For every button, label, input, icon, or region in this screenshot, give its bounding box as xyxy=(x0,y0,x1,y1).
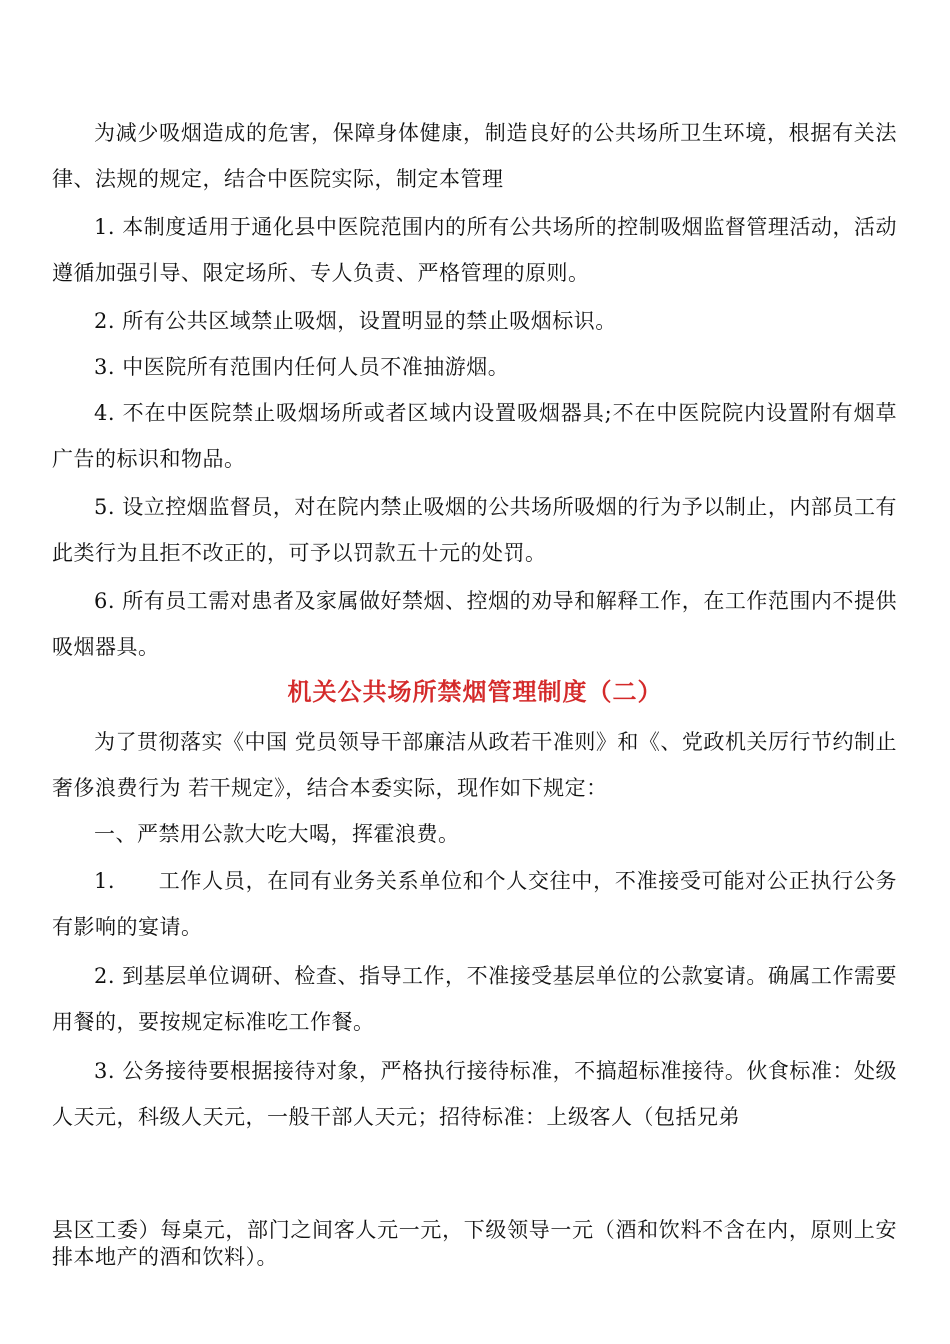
section2-item-2: 2. 到基层单位调研、检查、指导工作，不准接受基层单位的公款宴请。确属工作需要用餐的，要按规定标准吃工作餐。 xyxy=(52,964,897,1034)
section1-item-2: 2. 所有公共区域禁止吸烟，设置明显的禁止吸烟标识。 xyxy=(94,309,617,333)
section2-continuation: 县区工委）每桌元，部门之间客人元一元，下级领导一元（酒和饮料不含在内，原则上安排本地产的酒和饮料）。 xyxy=(52,1218,897,1269)
section2-intro: 为了贯彻落实《中国 党员领导干部廉洁从政若干准则》和《、党政机关厉行节约制止奢侈浪费行为 若干规定》，结合本委实际，现作如下规定： xyxy=(52,730,898,800)
section2-heading-1: 一、严禁用公款大吃大喝，挥霍浪费。 xyxy=(94,822,460,846)
section1-item-1: 1. 本制度适用于通化县中医院范围内的所有公共场所的控制吸烟监督管理活动，活动遵循加强引导、限定场所、专人负责、严格管理的原则。 xyxy=(52,215,897,285)
section1-intro: 为减少吸烟造成的危害，保障身体健康，制造良好的公共场所卫生环境，根据有关法律、法规的规定，结合中医院实际，制定本管理 xyxy=(52,121,897,191)
section1-item-3: 3. 中医院所有范围内任何人员不准抽游烟。 xyxy=(94,355,510,379)
section2-item-3: 3. 公务接待要根据接待对象，严格执行接待标准，不搞超标准接待。伙食标准：处级人天元，科级人天元，一般干部人天元；招待标准：上级客人（包括兄弟 xyxy=(52,1059,897,1129)
section2-item-1: 1. 工作人员，在同有业务关系单位和个人交往中，不准接受可能对公正执行公务有影响的宴请。 xyxy=(52,869,897,939)
section2-title: 机关公共场所禁烟管理制度（二） xyxy=(287,677,663,706)
section1-item-6: 6. 所有员工需对患者及家属做好禁烟、控烟的劝导和解释工作，在工作范围内不提供吸烟器具。 xyxy=(52,589,897,659)
section1-item-5: 5. 设立控烟监督员，对在院内禁止吸烟的公共场所吸烟的行为予以制止，内部员工有此类行为且拒不改正的，可予以罚款五十元的处罚。 xyxy=(52,495,897,565)
section1-item-4: 4. 不在中医院禁止吸烟场所或者区域内设置吸烟器具;不在中医院院内设置附有烟草广告的标识和物品。 xyxy=(52,401,897,471)
